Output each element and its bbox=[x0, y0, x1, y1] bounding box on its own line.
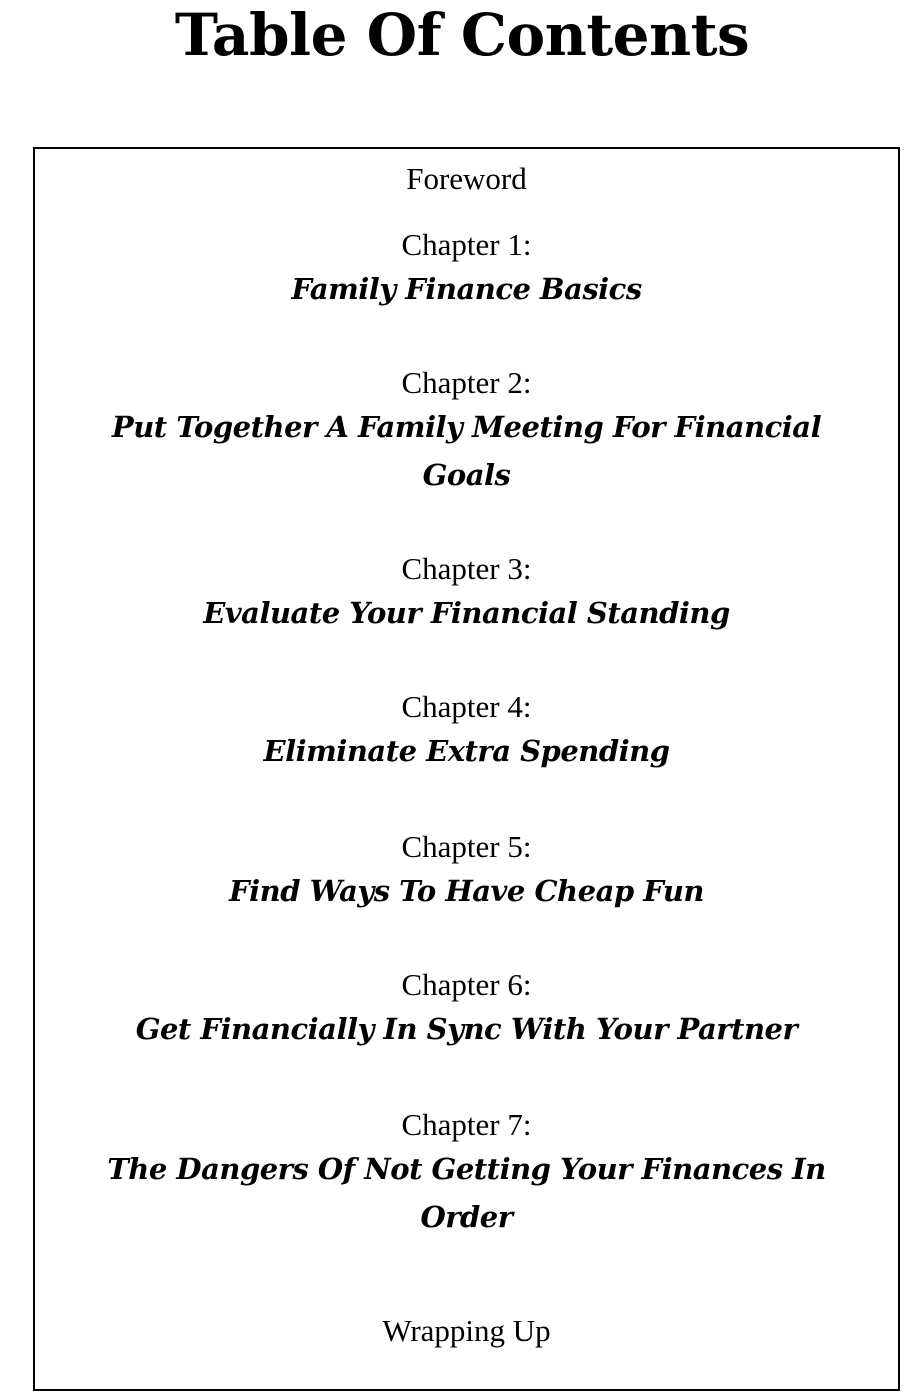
chapter-1-title: Family Finance Basics bbox=[291, 272, 642, 306]
foreword-label: Foreword bbox=[406, 161, 527, 196]
chapter-5-label: Chapter 5: bbox=[401, 829, 532, 864]
toc-entry-foreword bbox=[35, 159, 898, 199]
toc-entry-chapter-7 bbox=[35, 1105, 898, 1241]
toc-entry-chapter-3 bbox=[35, 549, 898, 637]
table-of-contents-box bbox=[33, 147, 900, 1391]
toc-entry-chapter-5 bbox=[35, 827, 898, 915]
chapter-7-label: Chapter 7: bbox=[401, 1107, 532, 1142]
chapter-3-label: Chapter 3: bbox=[401, 551, 532, 586]
chapter-2-title: Put Together A Family Meeting For Financial Goals bbox=[111, 410, 822, 492]
chapter-1-label: Chapter 1: bbox=[401, 227, 532, 262]
chapter-4-label: Chapter 4: bbox=[401, 689, 532, 724]
chapter-5-title: Find Ways To Have Cheap Fun bbox=[229, 874, 704, 908]
chapter-2-label: Chapter 2: bbox=[401, 365, 532, 400]
toc-entry-wrapping-up bbox=[35, 1311, 898, 1351]
chapter-6-title: Get Financially In Sync With Your Partner bbox=[135, 1012, 798, 1046]
toc-entry-chapter-6 bbox=[35, 965, 898, 1053]
page-title: Table Of Contents bbox=[174, 1, 750, 69]
chapter-6-label: Chapter 6: bbox=[401, 967, 532, 1002]
wrapping-up-label: Wrapping Up bbox=[382, 1313, 551, 1348]
toc-entry-chapter-4 bbox=[35, 687, 898, 775]
chapter-7-title: The Dangers Of Not Getting Your Finances In Order bbox=[107, 1152, 826, 1234]
toc-entry-chapter-2 bbox=[35, 363, 898, 499]
toc-entry-chapter-1 bbox=[35, 225, 898, 313]
chapter-3-title: Evaluate Your Financial Standing bbox=[203, 596, 730, 630]
chapter-4-title: Eliminate Extra Spending bbox=[263, 734, 670, 768]
